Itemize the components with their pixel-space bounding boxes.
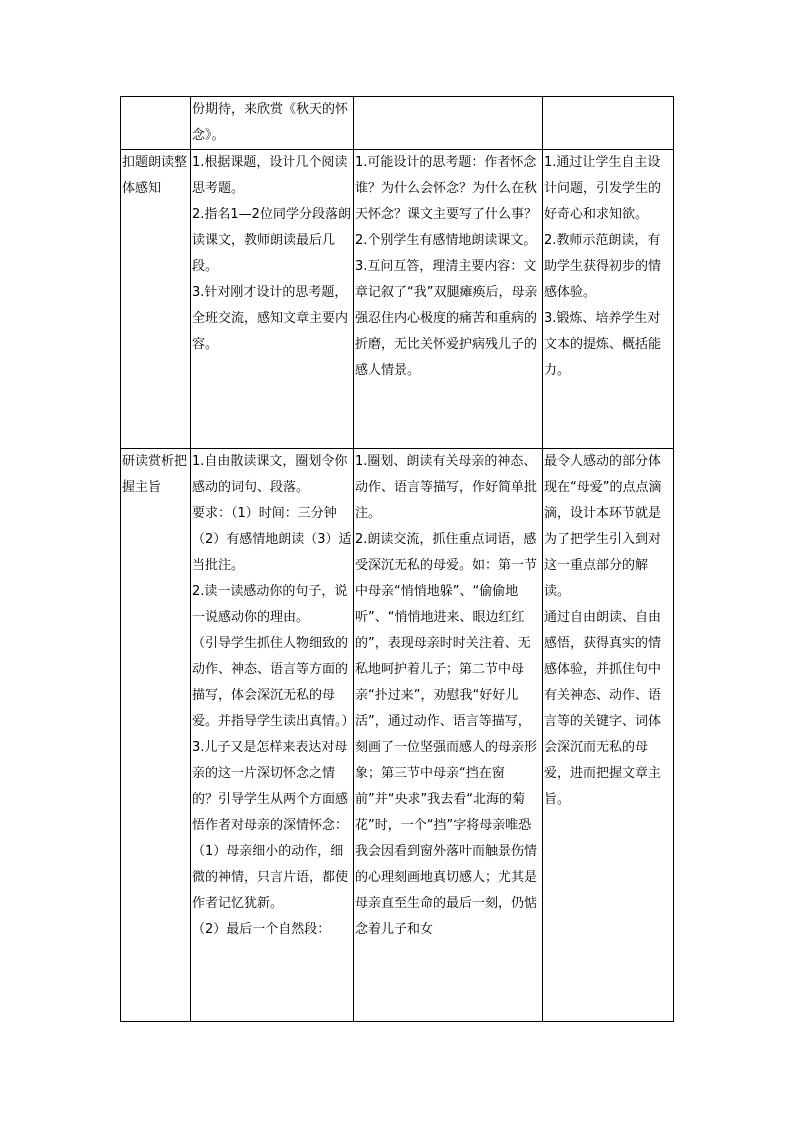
student-text: 1.圈划、朗读有关母亲的神态、动作、语言等描写，作好简单批注。 <box>355 454 538 521</box>
activity-text: 1.自由散读课文，圈划令你感动的词句、段落。 <box>192 454 348 495</box>
stage-cell <box>121 97 191 150</box>
activity-cell <box>191 97 354 150</box>
activity-text: 1.根据课题，设计几个阅读思考题。 <box>192 155 348 196</box>
intent-text: 2.教师示范朗读，有助学生获得初步的情感体验。 <box>544 233 662 300</box>
student-cell <box>354 449 543 1022</box>
stage-title: 研读赏析把握主旨 <box>122 454 188 495</box>
intent-text: 1.通过让学生自主设计问题，引发学生的好奇心和求知欲。 <box>544 155 662 222</box>
stage-cell <box>121 150 191 449</box>
student-text: 2.个别学生有感情地朗读课文。 <box>355 233 537 248</box>
stage-title: 扣题朗读整体感知 <box>122 155 188 196</box>
activity-text: 3.针对刚才设计的思考题，全班交流，感知文章主要内容。 <box>192 285 349 352</box>
activity-text: （1）母亲细小的动作，细微的神情，只言片语，都使作者记忆犹新。 <box>192 844 349 911</box>
stage-cell <box>121 449 191 1022</box>
intent-cell <box>543 97 674 150</box>
activity-text: （2）最后一个自然段： <box>192 922 331 937</box>
student-cell <box>354 150 543 449</box>
student-cell <box>354 97 543 150</box>
activity-cell <box>191 449 354 1022</box>
activity-cell <box>191 150 354 449</box>
lesson-plan-table <box>120 96 674 1022</box>
intent-text: 通过自由朗读、自由感悟，获得真实的情感体验，并抓住句中有关神态、动作、语言等的关键字、词体会深沉而无私的母爱，进而把握文章主旨。 <box>544 610 662 807</box>
intent-cell <box>543 449 674 1022</box>
activity-text: （引导学生抓住人物细致的动作、神态、语言等方面的描写，体会深沉无私的母爱。并指导学生读出真情。） <box>192 636 355 729</box>
table-row <box>121 449 674 1022</box>
intent-cell <box>543 150 674 449</box>
student-text: 2.朗读交流，抓住重点词语，感受深沉无私的母爱。如：第一节中母亲“悄悄地躲”、“偷偷地听”、“悄悄地进来、眼边红红的”，表现母亲时时关注着、无私地呵护着儿子；第二节中母亲“扑过来”，劝慰我“好好儿活”，通过动作、语言等描写，刻画了一位坚强而感人的母亲形象；第三节中母亲“挡在窗前”并“央求”我去看“北海的菊花”时，一个“挡”字将母亲唯恐我会因看到窗外落叶而触景伤情的心理刻画地真切感人；尤其是母亲直至生命的最后一刻，仍惦念着儿子和女 <box>355 532 538 937</box>
activity-text: 要求：（1）时间：三分钟（2）有感情地朗读（3）适当批注。 <box>192 506 352 573</box>
activity-text: 2.指名1—2位同学分段落朗读课文，教师朗读最后几段。 <box>192 207 351 274</box>
student-text: 1.可能设计的思考题：作者怀念谁？为什么会怀念？为什么在秋天怀念？课文主要写了什么事？ <box>355 155 538 222</box>
table-row <box>121 150 674 449</box>
intent-text: 3.锻炼、培养学生对文本的提炼、概括能力。 <box>544 311 662 378</box>
activity-text: 2.读一读感动你的句子，说一说感动你的理由。 <box>192 584 348 625</box>
intent-text: 最令人感动的部分体现在“母爱”的点点滴滴，设计本环节就是为了把学生引入到对这一重点部分的解读。 <box>544 454 662 599</box>
student-text: 3.互问互答，理清主要内容：文章记叙了“我”双腿瘫痪后，母亲强忍住内心极度的痛苦和重病的折磨，无比关怀爱护病残儿子的感人情景。 <box>355 259 538 378</box>
table-row <box>121 97 674 150</box>
activity-text: 3.儿子又是怎样来表达对母亲的这一片深切怀念之情的？引导学生从两个方面感悟作者对母亲的深情怀念： <box>192 740 349 833</box>
activity-text: 份期待，来欣赏《秋天的怀念》。 <box>192 102 349 143</box>
